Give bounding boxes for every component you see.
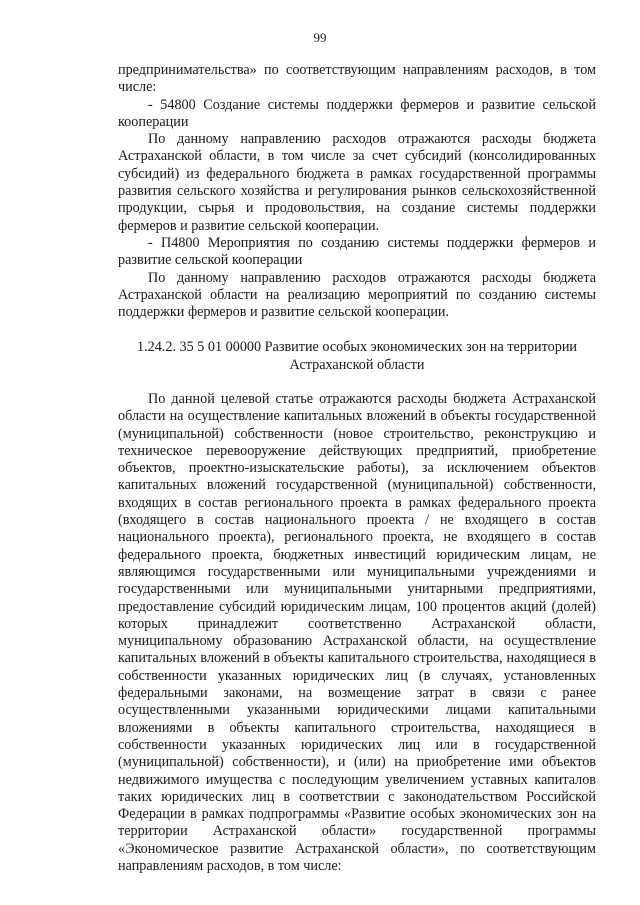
top-text-block [118, 62, 596, 321]
list-item-p4800: - П4800 Мероприятия по созданию системы поддержки фермеров и развитие сельской кооперации [118, 234, 596, 269]
paragraph-54800-description: По данному направлению расходов отражаются расходы бюджета Астраханской области, в том числе за счет субсидий (консолидированных субсидий) из федерального бюджета в рамках государственной программы развития сельского хозяйства и регулирования рынков сельскохозяйственной продукции, сырья и продовольствия, на создание системы поддержки фермеров и развитие сельской кооперации. [118, 131, 596, 234]
paragraph-intro: предпринимательства» по соответствующим направлениям расходов, в том числе: [118, 62, 596, 96]
page-number: 99 [313, 30, 327, 45]
paragraph-p4800-description: По данному направлению расходов отражаются расходы бюджета Астраханской области на реализацию мероприятий по созданию системы поддержки фермеров и развитие сельской кооперации. [118, 269, 596, 321]
main-text-block [118, 391, 596, 875]
list-item-54800: - 54800 Создание системы поддержки фермеров и развитие сельской кооперации [118, 96, 596, 130]
section-heading: 1.24.2. 35 5 01 00000 Развитие особых экономических зон на территории Астраханской области [136, 339, 578, 373]
paragraph-section-body: По данной целевой статье отражаются расходы бюджета Астраханской области на осуществление капитальных вложений в объекты государственной (муниципальной) собственности (новое строительство, реконструкцию и техническое перевооружение действующих предприятий, приобретение объектов, проектно-изыскательские работы), за исключением объектов капитальных вложений государственной (муниципальной) собственности, входящих в состав регионального проекта в рамках федерального проекта (входящего в состав национального проекта / не входящего в состав национального проекта), регионального проекта, не входящего в состав федерального проекта, бюджетных инвестиций юридическим лицам, не являющимся государственными или муниципальными учреждениями и государственными или муниципальными унитарными предприятиями, предоставление субсидий юридическим лицам, 100 процентов акций (долей) которых принадлежит соответственно Астраханской области, муниципальному образованию Астраханской области, на осуществление капитальных вложений в объекты капитального строительства, находящиеся в собственности указанных юридических лиц (в случаях, установленных федеральными законами, на возмещение затрат в связи с ранее осуществленными указанными юридическими лицами капитальными вложениями в объекты капитального строительства, находящиеся в собственности указанных юридических лиц или в государственной (муниципальной) собственности), и (или) на приобретение ими объектов недвижимого имущества с последующим увеличением уставных капиталов таких юридических лиц в соответствии с законодательством Российской Федерации в рамках подпрограммы «Развитие особых экономических зон на территории Астраханской области» государственной программы «Экономическое развитие Астраханской области», по соответствующим направлениям расходов, в том числе: [118, 391, 596, 875]
